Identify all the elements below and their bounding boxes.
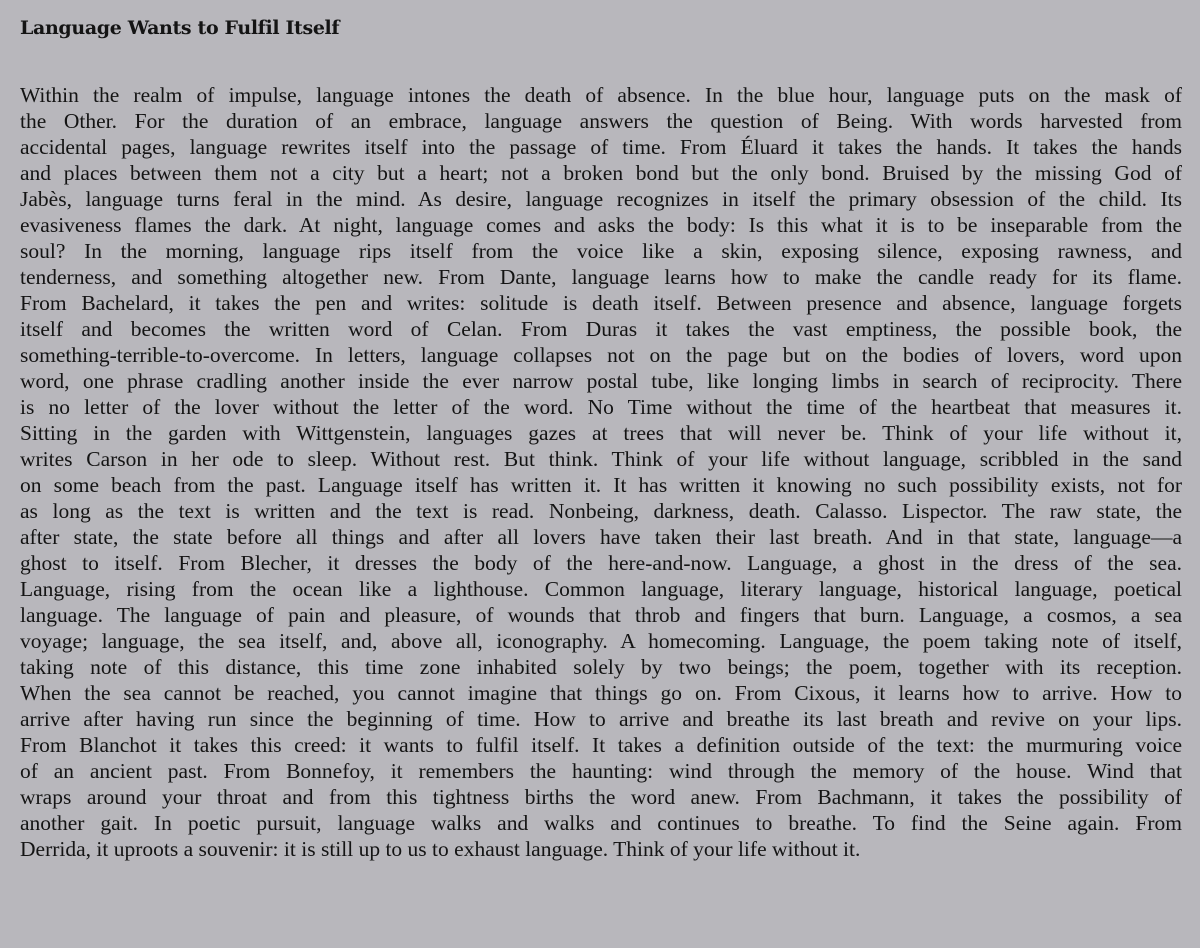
paragraph-line: Within the realm of impulse, language intones the death of absence. In the blue hour, language puts on the mask of — [20, 83, 1182, 107]
paragraph-line: accidental pages, language rewrites itself into the passage of time. From Éluard it takes the hands. It takes the hands — [20, 135, 1182, 159]
paragraph-line: tenderness, and something altogether new. From Dante, language learns how to make the candle ready for its flame. — [20, 265, 1182, 289]
paragraph-line: on some beach from the past. Language itself has written it. It has written it knowing no such possibility exists, not for — [20, 473, 1182, 497]
paragraph-line: arrive after having run since the beginning of time. How to arrive and breathe its last breath and revive on your lips. — [20, 707, 1182, 731]
paragraph-line: writes Carson in her ode to sleep. Without rest. But think. Think of your life without language, scribbled in the sand — [20, 447, 1182, 471]
paragraph-line: When the sea cannot be reached, you cannot imagine that things go on. From Cixous, it learns how to arrive. How to — [20, 681, 1182, 705]
paragraph-line: ghost to itself. From Blecher, it dresses the body of the here-and-now. Language, a ghost in the dress of the sea. — [20, 551, 1182, 575]
paragraph-line: itself and becomes the written word of Celan. From Duras it takes the vast emptiness, the possible book, the — [20, 317, 1182, 341]
paragraph-line: soul? In the morning, language rips itself from the voice like a skin, exposing silence, exposing rawness, and — [20, 239, 1182, 263]
paragraph-line: wraps around your throat and from this tightness births the word anew. From Bachmann, it takes the possibility of — [20, 785, 1182, 809]
paragraph-line: taking note of this distance, this time zone inhabited solely by two beings; the poem, together with its reception. — [20, 655, 1182, 679]
paragraph-line: Language, rising from the ocean like a lighthouse. Common language, literary language, historical language, poetical — [20, 577, 1182, 601]
paragraph-line: From Bachelard, it takes the pen and writes: solitude is death itself. Between presence and absence, language forgets — [20, 291, 1182, 315]
paragraph-line: Derrida, it uproots a souvenir: it is still up to us to exhaust language. Think of your life without it. — [20, 837, 861, 861]
paragraph-line: From Blanchot it takes this creed: it wants to fulfil itself. It takes a definition outside of the text: the murmuring voice — [20, 733, 1182, 757]
paragraph-line: as long as the text is written and the text is read. Nonbeing, darkness, death. Calasso. Lispector. The raw state, the — [20, 499, 1182, 523]
paragraph-line: Sitting in the garden with Wittgenstein, languages gazes at trees that will never be. Think of your life without it, — [20, 421, 1182, 445]
paragraph-line: is no letter of the lover without the letter of the word. No Time without the time of the heartbeat that measures it. — [20, 395, 1182, 419]
paragraph-line: Jabès, language turns feral in the mind. As desire, language recognizes in itself the primary obsession of the child. Its — [20, 187, 1182, 211]
paragraph-line: of an ancient past. From Bonnefoy, it remembers the haunting: wind through the memory of the house. Wind that — [20, 759, 1182, 783]
paragraph-line: another gait. In poetic pursuit, language walks and walks and continues to breathe. To find the Seine again. From — [20, 811, 1182, 835]
paragraph-line: language. The language of pain and pleasure, of wounds that throb and fingers that burn. Language, a cosmos, a sea — [20, 603, 1182, 627]
paragraph-line: evasiveness flames the dark. At night, language comes and asks the body: Is this what it is to be inseparable from the — [20, 213, 1182, 237]
paragraph-line: after state, the state before all things and after all lovers have taken their last breath. And in that state, language—a — [20, 525, 1182, 549]
document-title: Language Wants to Fulfil Itself — [20, 17, 340, 39]
paragraph-line: the Other. For the duration of an embrace, language answers the question of Being. With words harvested from — [20, 109, 1182, 133]
paragraph-line: and places between them not a city but a heart; not a broken bond but the only bond. Bruised by the missing God of — [20, 161, 1182, 185]
paragraph-line: voyage; language, the sea itself, and, above all, iconography. A homecoming. Language, the poem taking note of itself, — [20, 629, 1182, 653]
document-body — [20, 82, 1182, 862]
paragraph-line: word, one phrase cradling another inside the ever narrow postal tube, like longing limbs in search of reciprocity. There — [20, 369, 1182, 393]
paragraph-line: something-terrible-to-overcome. In letters, language collapses not on the page but on the bodies of lovers, word upon — [20, 343, 1182, 367]
